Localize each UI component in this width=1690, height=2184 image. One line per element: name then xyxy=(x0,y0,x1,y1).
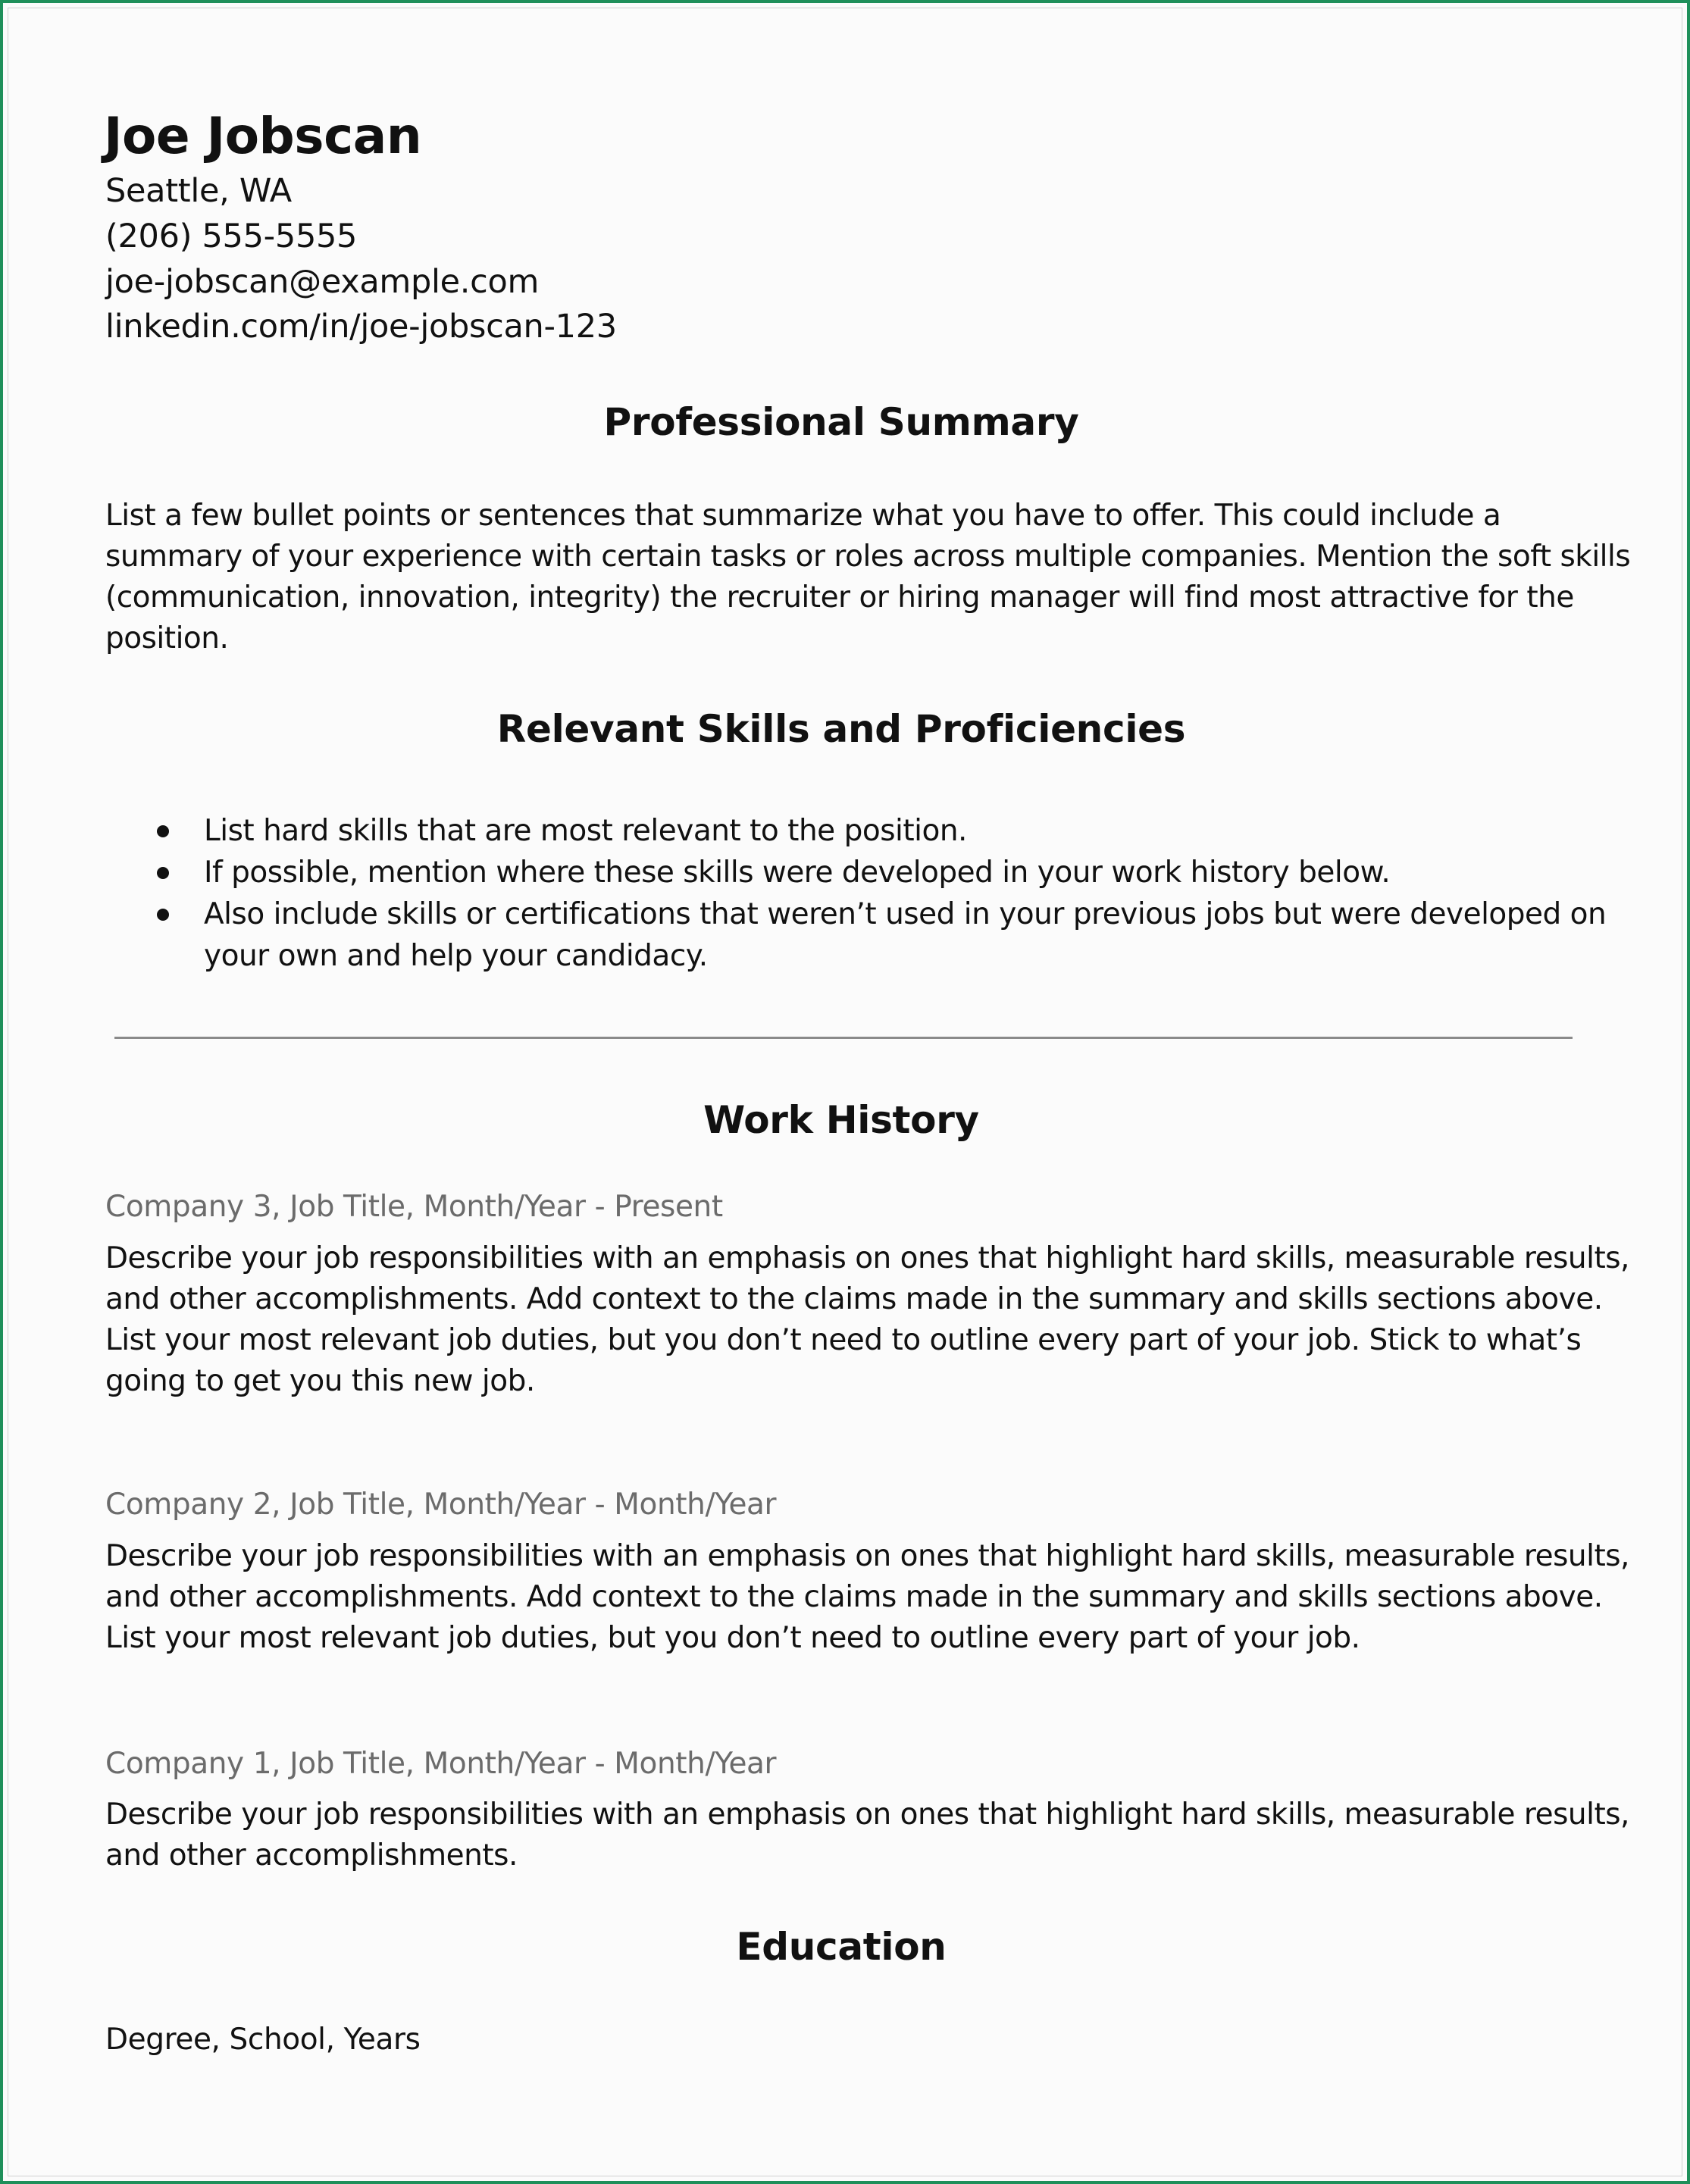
job-description-company-1 xyxy=(105,1794,1629,1876)
contact-phone: (206) 555-5555 xyxy=(105,217,358,255)
job-meta-company-3: Company 3, Job Title, Month/Year - Present xyxy=(105,1190,723,1224)
skill-bullet-item: If possible, mention where these skills were developed in your work history below. xyxy=(204,856,1391,890)
contact-location: Seattle, WA xyxy=(105,172,292,210)
job-description-line: Describe your job responsibilities with an emphasis on ones that highlight hard skills, measurable results, xyxy=(105,1241,1629,1275)
job-description-line: Describe your job responsibilities with an emphasis on ones that highlight hard skills, measurable results, xyxy=(105,1539,1629,1573)
job-meta-company-1: Company 1, Job Title, Month/Year - Month/Year xyxy=(105,1747,777,1781)
summary-paragraph xyxy=(105,496,1630,659)
job-description-line: and other accomplishments. Add context to the claims made in the summary and skills sections above. xyxy=(105,1282,1603,1316)
skill-bullet-item: List hard skills that are most relevant to the position. xyxy=(204,814,967,848)
education-heading: Education xyxy=(736,1925,947,1969)
job-description-company-2 xyxy=(105,1536,1629,1659)
summary-line: summary of your experience with certain tasks or roles across multiple companies. Mention the soft skills xyxy=(105,540,1631,574)
section-divider xyxy=(114,1037,1573,1039)
skills-heading: Relevant Skills and Proficiencies xyxy=(496,707,1186,751)
bullet-dot xyxy=(157,909,169,921)
contact-linkedin: linkedin.com/in/joe-jobscan-123 xyxy=(105,308,617,346)
summary-line: position. xyxy=(105,621,229,656)
job-meta-company-2: Company 2, Job Title, Month/Year - Month/Year xyxy=(105,1488,777,1522)
summary-line: (communication, innovation, integrity) the recruiter or hiring manager will find most attractive for the xyxy=(105,580,1574,615)
bullet-dot xyxy=(157,867,169,879)
job-description-company-3 xyxy=(105,1238,1629,1402)
job-description-line: and other accomplishments. xyxy=(105,1838,518,1873)
summary-heading: Professional Summary xyxy=(603,400,1079,444)
job-description-line: and other accomplishments. Add context to the claims made in the summary and skills sections above. xyxy=(105,1580,1603,1614)
candidate-name: Joe Jobscan xyxy=(104,107,422,165)
job-description-line: List your most relevant job duties, but you don’t need to outline every part of your job. Stick to what’s xyxy=(105,1323,1582,1357)
skill-bullet-item-continuation: your own and help your candidacy. xyxy=(204,939,708,973)
job-description-line: Describe your job responsibilities with an emphasis on ones that highlight hard skills, measurable results, xyxy=(105,1798,1629,1832)
summary-line: List a few bullet points or sentences that summarize what you have to offer. This could include a xyxy=(105,499,1501,533)
skill-bullet-item: Also include skills or certifications that weren’t used in your previous jobs but were developed on xyxy=(204,897,1607,931)
job-description-line: List your most relevant job duties, but you don’t need to outline every part of your job. xyxy=(105,1621,1360,1655)
job-description-line: going to get you this new job. xyxy=(105,1364,535,1398)
education-entry: Degree, School, Years xyxy=(105,2023,421,2057)
contact-email: joe-jobscan@example.com xyxy=(105,263,540,301)
work-history-heading: Work History xyxy=(703,1098,979,1142)
bullet-dot xyxy=(157,825,169,837)
